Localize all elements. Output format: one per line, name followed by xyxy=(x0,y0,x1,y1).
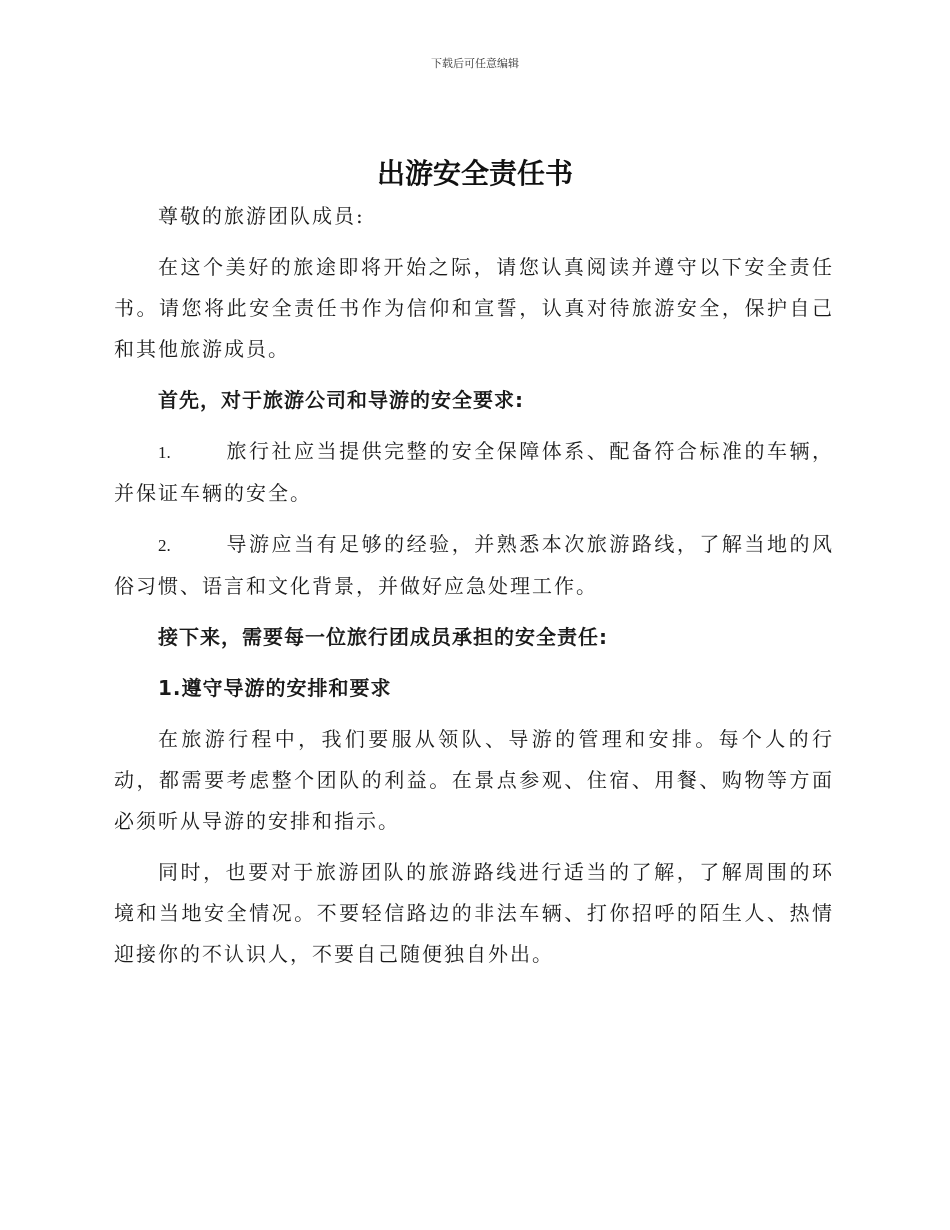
list-item xyxy=(114,431,834,514)
list-item-number: 2. xyxy=(158,536,171,555)
list-item-number: 1. xyxy=(158,443,171,462)
page-header: 下载后可任意编辑 xyxy=(431,57,519,70)
list-item-text: 导游应当有足够的经验，并熟悉本次旅游路线，了解当地的风俗习惯、语言和文化背景，并做好应急处理工作。 xyxy=(114,532,834,598)
body-paragraph: 在旅游行程中，我们要服从领队、导游的管理和安排。每个人的行动，都需要考虑整个团队的利益。在景点参观、住宿、用餐、购物等方面必须听从导游的安排和指示。 xyxy=(114,727,834,833)
section-heading-members: 接下来，需要每一位旅行团成员承担的安全责任: xyxy=(158,625,608,649)
document-body xyxy=(114,196,834,985)
intro-paragraph: 在这个美好的旅途即将开始之际，请您认真阅读并遵守以下安全责任书。请您将此安全责任书作为信仰和宣誓，认真对待旅游安全，保护自己和其他旅游成员。 xyxy=(114,255,834,361)
body-paragraph: 同时，也要对于旅游团队的旅游路线进行适当的了解，了解周围的环境和当地安全情况。不要轻信路边的非法车辆、打你招呼的陌生人、热情迎接你的不认识人，不要自己随便独自外出。 xyxy=(114,860,834,966)
document-title: 出游安全责任书 xyxy=(376,157,573,190)
section-heading-company: 首先，对于旅游公司和导游的安全要求: xyxy=(158,388,524,412)
subsection-heading: 1.遵守导游的安排和要求 xyxy=(158,676,392,700)
salutation: 尊敬的旅游团队成员: xyxy=(158,204,365,228)
list-item-text: 旅行社应当提供完整的安全保障体系、配备符合标准的车辆，并保证车辆的安全。 xyxy=(114,439,834,505)
list-item xyxy=(114,524,834,607)
